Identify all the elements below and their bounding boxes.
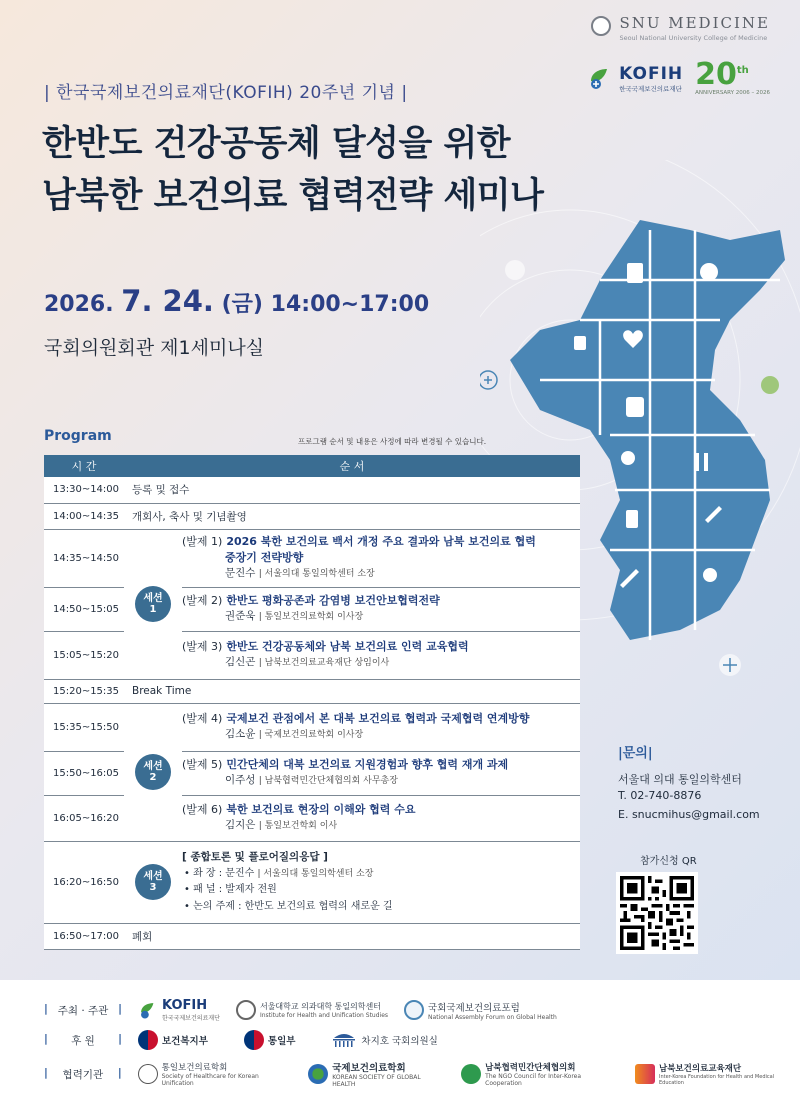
snu-medicine-logo bbox=[591, 14, 770, 42]
snu-name: SNU MEDICINE bbox=[619, 14, 770, 32]
discussion-chair: • 좌 장 : 문진수 | 서울의대 통일의학센터 소장 bbox=[184, 867, 374, 879]
talk-title: (발제 4) 국제보건 관점에서 본 대북 보건의료 협력과 국제협력 연계방향 bbox=[182, 711, 530, 725]
org-partner-4: 남북보건의료교육재단 Inter-Korea Foundation for Health and Medical Education bbox=[635, 1062, 800, 1086]
table-row: 14:50~15:05 (발제 2) 한반도 평화공존과 감염병 보건안보협력전략 권준욱 | 통일보건의료학회 이사장 bbox=[44, 587, 580, 631]
snu-seal-icon bbox=[591, 16, 611, 36]
footer-sponsor-row bbox=[44, 1030, 438, 1050]
speaker: 김지은 | 통일보건학회 이사 bbox=[225, 818, 338, 831]
event-venue: 국회의원회관 제1세미나실 bbox=[44, 337, 265, 359]
table-row: 16:05~16:20 (발제 6) 북한 보건의료 현장의 이해와 협력 수요 김지은 | 통일보건학회 이사 bbox=[44, 795, 580, 841]
event-date: 2026. 7. 24. (금) 14:00~17:00 bbox=[44, 284, 430, 318]
footer-host-row bbox=[44, 998, 557, 1022]
speaker: 김신곤 | 남북보건의료교육재단 상임이사 bbox=[225, 655, 390, 668]
forum-emblem-icon bbox=[404, 1000, 424, 1020]
talk-title: (발제 1) 2026 북한 보건의료 백서 개정 주요 결과와 남북 보건의료 협력 중장기 전략방향 bbox=[182, 534, 536, 564]
discussion-panel: • 패 널 : 발제자 전원 bbox=[184, 884, 277, 896]
col-order-header: 순 서 bbox=[124, 455, 580, 477]
discussion-topic: • 논의 주제 : 한반도 보건의료 협력의 새로운 길 bbox=[184, 900, 393, 912]
kofih-name: KOFIH bbox=[619, 63, 684, 84]
kofih-leaf-icon bbox=[587, 65, 613, 91]
table-row: 13:30~14:00 등록 및 접수 bbox=[44, 477, 580, 503]
session-badge: 세션 1 bbox=[135, 586, 171, 622]
contact-phone: T. 02-740-8876 bbox=[618, 789, 702, 802]
session-badge: 세션 2 bbox=[135, 754, 171, 790]
anniversary-badge: 20th bbox=[695, 57, 749, 92]
table-row: 15:35~15:50 세션 2 (발제 4) 국제보건 관점에서 본 대북 보건의료 협력과 국제협력 연계방향 김소윤 | 국제보건의료학회 이사장 bbox=[44, 703, 580, 751]
program-note: 프로그램 순서 및 내용은 사정에 따라 변경될 수 있습니다. bbox=[298, 437, 487, 446]
global-health-icon bbox=[308, 1064, 328, 1084]
kofih-logo bbox=[587, 57, 770, 96]
org-assembly-office: 차지호 국회의원실 bbox=[331, 1032, 437, 1048]
table-row: 14:00~14:35 개회사, 축사 및 기념촬영 bbox=[44, 503, 580, 529]
taegeuk-icon bbox=[138, 1030, 158, 1050]
kofih-subname: 한국국제보건의료재단 bbox=[619, 84, 682, 93]
org-partner-1: 통일보건의료학회 Society of Healthcare for Korean Unification bbox=[138, 1061, 293, 1087]
ifhme-logo-icon bbox=[635, 1064, 655, 1084]
org-mohw: 보건복지부 bbox=[138, 1030, 208, 1050]
talk-title: (발제 3) 한반도 건강공동체와 남북 보건의료 인력 교육협력 bbox=[182, 639, 469, 653]
org-unification-ministry: 통일부 bbox=[244, 1030, 296, 1050]
session-badge: 세션 3 bbox=[135, 864, 171, 900]
assembly-building-icon bbox=[331, 1032, 357, 1048]
contact-org: 서울대 의대 통일의학센터 bbox=[618, 773, 742, 786]
footer-host-label: | 주최 · 주관 | bbox=[44, 1002, 122, 1017]
table-row: 15:20~15:35 Break Time bbox=[44, 679, 580, 703]
footer-partner-label: | 협력기관 | bbox=[44, 1066, 122, 1081]
contact-label: |문의| bbox=[618, 746, 653, 761]
program-table bbox=[44, 455, 580, 950]
qr-code-icon bbox=[620, 876, 694, 950]
kofih-leaf-icon bbox=[138, 1000, 158, 1020]
talk-title: (발제 2) 한반도 평화공존과 감염병 보건안보협력전략 bbox=[182, 593, 440, 607]
org-snu-institute: 서울대학교 의과대학 통일의학센터 Institute for Health and Unification Studies bbox=[236, 1000, 388, 1020]
org-assembly-forum: 국회국제보건의료포럼 National Assembly Forum on Global Health bbox=[404, 1000, 557, 1021]
talk-title: (발제 5) 민간단체의 대북 보건의료 지원경험과 향후 협력 재개 과제 bbox=[182, 757, 509, 771]
anniversary-sub: ANNIVERSARY 2006 – 2026 bbox=[695, 90, 770, 96]
table-row: 16:50~17:00 폐회 bbox=[44, 923, 580, 949]
table-row: 15:05~15:20 (발제 3) 한반도 건강공동체와 남북 보건의료 인력 교육협력 김신곤 | 남북보건의료교육재단 상임이사 bbox=[44, 631, 580, 679]
speaker: 문진수 | 서울의대 통일의학센터 소장 bbox=[225, 566, 375, 579]
ngo-council-icon bbox=[461, 1064, 481, 1084]
footer-partner-row bbox=[44, 1060, 800, 1088]
speaker: 이주성 | 남북협력민간단체협의회 사무총장 bbox=[225, 773, 398, 786]
event-title-line1: 한반도 건강공동체 달성을 위한 bbox=[42, 124, 511, 164]
col-time-header: 시 간 bbox=[44, 455, 124, 477]
event-title-line2: 남북한 보건의료 협력전략 세미나 bbox=[42, 176, 544, 216]
qr-label: 참가신청 QR bbox=[640, 856, 697, 867]
speaker: 김소윤 | 국제보건의료학회 이사장 bbox=[225, 727, 364, 740]
event-subtitle: | 한국국제보건의료재단(KOFIH) 20주년 기념 | bbox=[44, 83, 408, 103]
table-row: 16:20~16:50 세션 3 [ 종합토론 및 플로어질의응답 ] • 좌 장 : 문진수 | 서울의대 통일의학센터 소장 • 패 널 : 발제자 전원 • 논의 주제 : 한반도 보건의료 협력의 새로운 길 bbox=[44, 841, 580, 923]
speaker: 권준욱 | 통일보건의료학회 이사장 bbox=[225, 609, 364, 622]
registration-qr-code[interactable] bbox=[616, 872, 698, 954]
session-3-cell bbox=[124, 841, 182, 923]
snu-subname: Seoul National University College of Medicine bbox=[619, 34, 768, 42]
footer-sponsor-label: | 후 원 | bbox=[44, 1032, 122, 1047]
taegeuk-icon bbox=[244, 1030, 264, 1050]
discussion-title: [ 종합토론 및 플로어질의응답 ] bbox=[182, 850, 328, 863]
org-kofih: KOFIH 한국국제보건의료재단 bbox=[138, 998, 220, 1022]
snu-seal-icon bbox=[236, 1000, 256, 1020]
society-emblem-icon bbox=[138, 1064, 158, 1084]
table-row: 15:50~16:05 (발제 5) 민간단체의 대북 보건의료 지원경험과 향후 협력 재개 과제 이주성 | 남북협력민간단체협의회 사무총장 bbox=[44, 751, 580, 795]
talk-title: (발제 6) 북한 보건의료 현장의 이해와 협력 수요 bbox=[182, 802, 416, 816]
table-row: 14:35~14:50 세션 1 (발제 1) 2026 북한 보건의료 백서 개정 주요 결과와 남북 보건의료 협력 중장기 전략방향 문진수 | 서울의대 통일의학센터 소장 bbox=[44, 529, 580, 587]
program-label: Program bbox=[44, 428, 112, 444]
org-partner-3: 남북협력민간단체협의회 The NGO Council for Inter-Korea Cooperation bbox=[461, 1061, 619, 1087]
footer bbox=[0, 980, 800, 1093]
contact-email[interactable]: E. snucmihus@gmail.com bbox=[618, 808, 760, 821]
table-header-row bbox=[44, 455, 580, 477]
session-1-cell bbox=[124, 529, 182, 679]
session-2-cell bbox=[124, 703, 182, 841]
org-partner-2: 국제보건의료학회 KOREAN SOCIETY OF GLOBAL HEALTH bbox=[308, 1060, 445, 1088]
